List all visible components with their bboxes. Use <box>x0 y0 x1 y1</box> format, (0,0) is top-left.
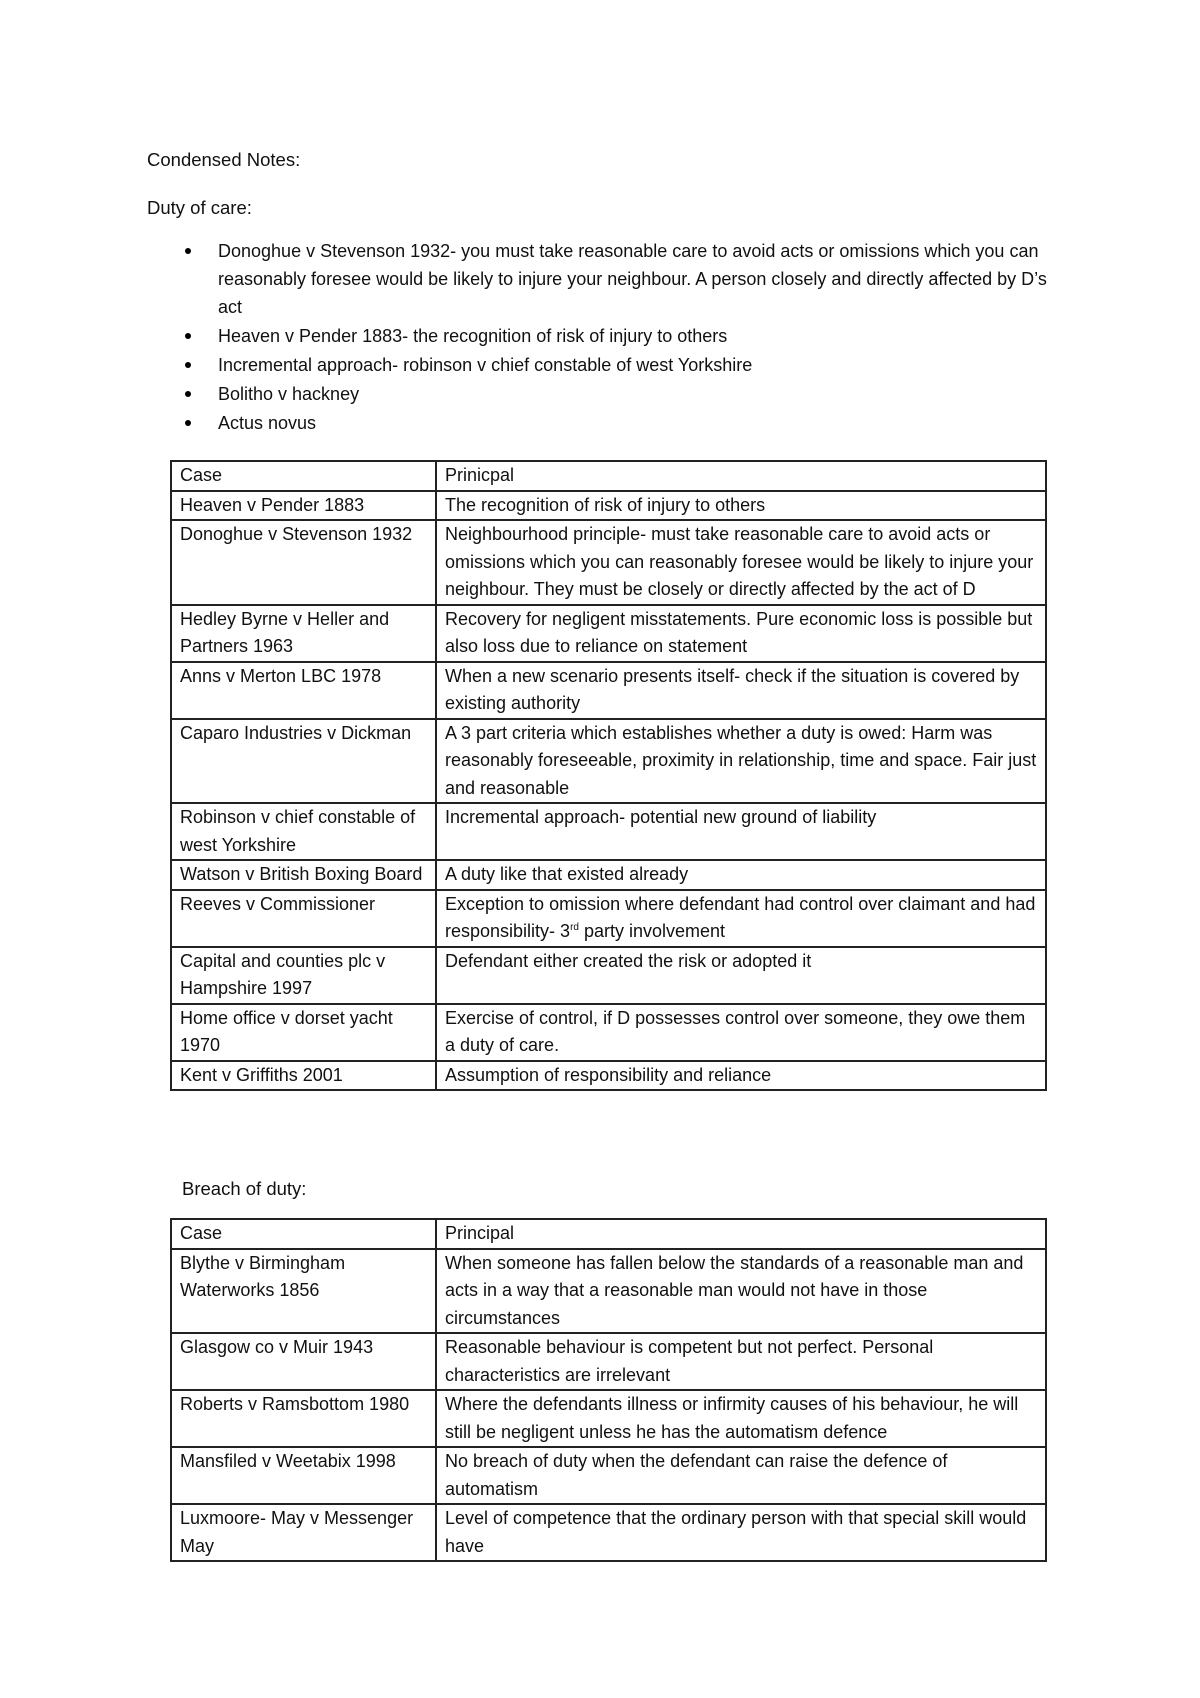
case-cell: Reeves v Commissioner <box>171 890 436 947</box>
principal-cell: When someone has fallen below the standards of a reasonable man and acts in a way that a reasonable man would not have in those circumstances <box>436 1249 1046 1334</box>
bullet-item: Incremental approach- robinson v chief constable of west Yorkshire <box>180 351 1060 379</box>
case-cell: Watson v British Boxing Board <box>171 860 436 890</box>
table-header-row <box>171 461 1046 491</box>
table-row <box>171 803 1046 860</box>
table-row <box>171 1333 1046 1390</box>
principal-cell: A duty like that existed already <box>436 860 1046 890</box>
table-row <box>171 947 1046 1004</box>
principal-cell: Assumption of responsibility and reliance <box>436 1061 1046 1091</box>
principal-cell: Incremental approach- potential new ground of liability <box>436 803 1046 860</box>
header-principal: Principal <box>436 1219 1046 1249</box>
case-cell: Glasgow co v Muir 1943 <box>171 1333 436 1390</box>
case-cell: Heaven v Pender 1883 <box>171 491 436 521</box>
principal-text: party involvement <box>578 921 726 941</box>
table-row <box>171 1504 1046 1561</box>
breach-of-duty-table <box>170 1218 1047 1562</box>
case-cell: Donoghue v Stevenson 1932 <box>171 520 436 605</box>
principal-cell: Recovery for negligent misstatements. Pure economic loss is possible but also loss due to reliance on statement <box>436 605 1046 662</box>
case-cell: Caparo Industries v Dickman <box>171 719 436 804</box>
case-cell: Roberts v Ramsbottom 1980 <box>171 1390 436 1447</box>
case-cell: Kent v Griffiths 2001 <box>171 1061 436 1091</box>
table-row <box>171 1249 1046 1334</box>
table-row <box>171 605 1046 662</box>
principal-text: Exception to omission where defendant had control over claimant and had responsibility- 3 <box>445 893 1036 941</box>
table-row <box>171 1390 1046 1447</box>
table-row <box>171 719 1046 804</box>
table-row <box>171 491 1046 521</box>
duty-of-care-table <box>170 460 1047 1091</box>
ordinal-suffix: rd <box>570 922 579 933</box>
case-cell: Anns v Merton LBC 1978 <box>171 662 436 719</box>
case-cell: Home office v dorset yacht 1970 <box>171 1004 436 1061</box>
principal-cell: Defendant either created the risk or adopted it <box>436 947 1046 1004</box>
principal-cell: Where the defendants illness or infirmity causes of his behaviour, he will still be negligent unless he has the automatism defence <box>436 1390 1046 1447</box>
table-row <box>171 1061 1046 1091</box>
header-case: Case <box>171 461 436 491</box>
principal-cell: Level of competence that the ordinary person with that special skill would have <box>436 1504 1046 1561</box>
case-cell: Robinson v chief constable of west Yorkshire <box>171 803 436 860</box>
case-cell: Capital and counties plc v Hampshire 1997 <box>171 947 436 1004</box>
duty-bullet-list <box>180 237 1060 438</box>
table-row <box>171 890 1046 947</box>
principal-cell: When a new scenario presents itself- check if the situation is covered by existing authority <box>436 662 1046 719</box>
principal-cell: No breach of duty when the defendant can raise the defence of automatism <box>436 1447 1046 1504</box>
table-header-row <box>171 1219 1046 1249</box>
case-cell: Hedley Byrne v Heller and Partners 1963 <box>171 605 436 662</box>
header-case: Case <box>171 1219 436 1249</box>
bullet-item: Bolitho v hackney <box>180 380 1060 408</box>
principal-cell: Reasonable behaviour is competent but not perfect. Personal characteristics are irrelevant <box>436 1333 1046 1390</box>
table-row <box>171 1447 1046 1504</box>
table-row <box>171 520 1046 605</box>
case-cell: Mansfiled v Weetabix 1998 <box>171 1447 436 1504</box>
case-cell: Luxmoore- May v Messenger May <box>171 1504 436 1561</box>
bullet-item: Donoghue v Stevenson 1932- you must take reasonable care to avoid acts or omissions which you can reasonably foresee would be likely to injure your neighbour. A person closely and directly affected by D’s act <box>180 237 1060 321</box>
breach-of-duty-heading: Breach of duty: <box>182 1178 307 1199</box>
principal-cell: Exercise of control, if D possesses control over someone, they owe them a duty of care. <box>436 1004 1046 1061</box>
bullet-item: Actus novus <box>180 409 1060 437</box>
principal-cell: A 3 part criteria which establishes whether a duty is owed: Harm was reasonably foreseeable, proximity in relationship, time and space. Fair just and reasonable <box>436 719 1046 804</box>
header-principal: Prinicpal <box>436 461 1046 491</box>
duty-of-care-heading: Duty of care: <box>147 197 252 218</box>
bullet-item: Heaven v Pender 1883- the recognition of risk of injury to others <box>180 322 1060 350</box>
page-title: Condensed Notes: <box>147 149 301 170</box>
principal-cell: The recognition of risk of injury to others <box>436 491 1046 521</box>
table-row <box>171 1004 1046 1061</box>
principal-cell <box>436 890 1046 947</box>
principal-cell: Neighbourhood principle- must take reasonable care to avoid acts or omissions which you can reasonably foresee would be likely to injure your neighbour. They must be closely or directly affected by the act of D <box>436 520 1046 605</box>
table-row <box>171 662 1046 719</box>
case-cell: Blythe v Birmingham Waterworks 1856 <box>171 1249 436 1334</box>
table-row <box>171 860 1046 890</box>
